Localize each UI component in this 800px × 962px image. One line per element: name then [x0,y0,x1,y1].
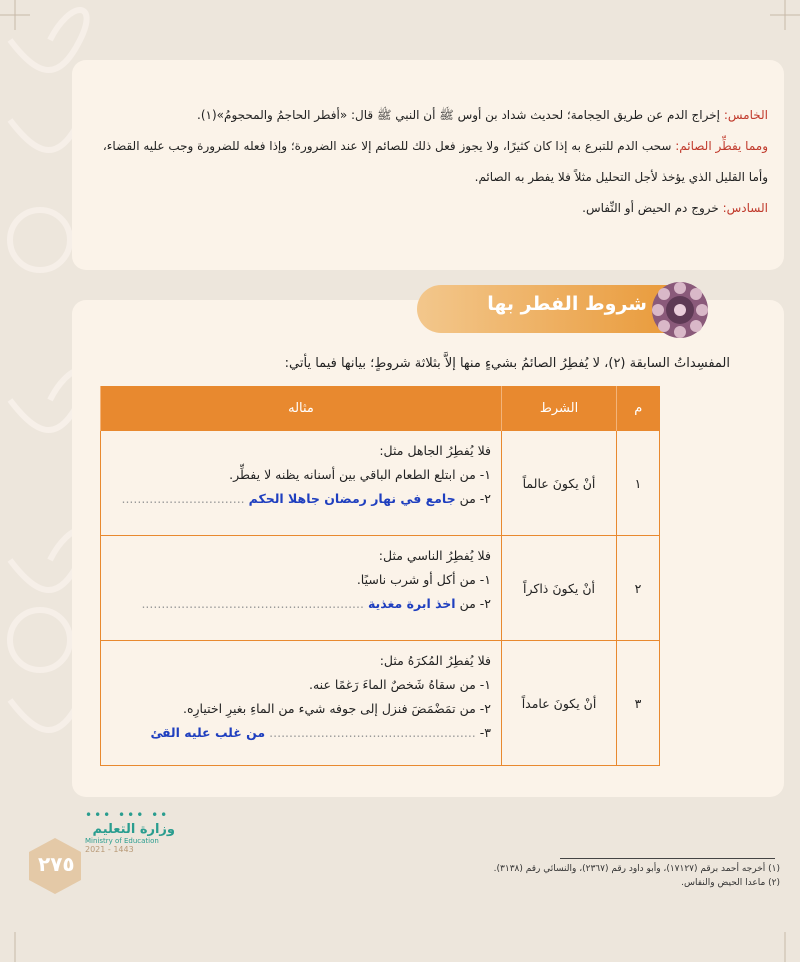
conditions-table [100,386,660,766]
example-line-2 [111,487,491,511]
edition-year: 2021 - 1443 [85,845,134,854]
section-title: شروط الفطر بها [487,293,647,315]
line-prefix: ٣- [479,725,491,740]
example-line-1: ١- من ابتلع الطعام الباقي بين أسنانه يظنه لا يفطِّر. [229,467,491,482]
example-intro: فلا يُفطِرُ المُكرَهُ مثل: [379,653,491,668]
table-header-row [101,386,660,431]
row-num: ١ [617,431,660,536]
sixth-item [88,193,768,224]
dots-graphic: ••• ••• •• [85,808,170,822]
rosette-icon [650,280,710,340]
example-line-1: ١- من أكل أو شرب ناسيًا. [356,572,491,587]
header-num: م [617,386,660,431]
section-banner [417,285,677,333]
example-line-2 [111,592,491,616]
row-example [101,431,502,536]
footnotes [380,862,780,890]
example-intro: فلا يُفطِرُ الناسي مثل: [378,548,491,563]
example-intro: فلا يُفطِرُ الجاهل مثل: [379,443,491,458]
table-row [101,536,660,641]
sixth-label: السادس: [722,201,768,215]
footnote-divider [560,858,775,859]
blood-donation-item [88,131,768,193]
example-line-1: ١- من سقاهُ شَخصٌ الماءَ رَغمًا عنه. [309,677,491,692]
fifth-item [88,100,768,131]
footnote-2: (٢) ماعدا الحيض والنفاس. [681,878,780,888]
row-condition: أنْ يكونَ عامداً [502,641,617,766]
header-condition: الشرط [502,386,617,431]
answer-dots: ............................... [121,491,245,506]
student-answer: جامع في نهار رمضان جاهلا الحكم [248,491,456,506]
intro-text: المفسِداتُ السابقة (٢)، لا يُفطِرُ الصائمُ بشيءٍ منها إلاَّ بثلاثة شروطٍ؛ بيانها فيما يأتي: [284,356,730,371]
table-row [101,641,660,766]
ministry-logo [85,808,175,854]
line-prefix: ٢- من [459,491,491,506]
table-row [101,431,660,536]
top-text-block [88,100,768,224]
blood-text: سحب الدم للتبرع به إذا كان كثيرًا، ولا يجوز فعل ذلك للصائم إلا عند الضرورة؛ وإذا فعله للضرورة وجب عليه القضاء، وأما القليل الذي يؤخذ لأجل التحليل مثلاً فلا يفطر به الصائم. [102,139,768,184]
example-line-2: ٢- من تمَضْمَضَ فنزل إلى جوفه شيء من الماءِ بغيرِ اختيارِه. [182,701,491,716]
student-answer: من غلب عليه القئ [150,725,266,740]
answer-dots: ........................................................ [141,596,364,611]
example-line-3 [111,721,491,745]
row-example [101,641,502,766]
blood-label: ومما يفطِّر الصائم: [675,139,768,153]
line-prefix: ٢- من [459,596,491,611]
row-num: ٢ [617,536,660,641]
row-example [101,536,502,641]
row-condition: أنْ يكونَ ذاكراً [502,536,617,641]
fifth-text: إخراج الدم عن طريق الحِجامة؛ لحديث شداد بن أوس ﷺ أن النبي ﷺ قال: «أفطر الحاجمُ والمحجومُ»(١). [197,108,720,122]
row-condition: أنْ يكونَ عالماً [502,431,617,536]
answer-dots: .................................................... [269,725,476,740]
page-number: ٢٧٥ [38,852,75,876]
sixth-text: خروج دم الحيض أو النِّفاس. [582,201,719,215]
footnote-1: (١) أخرجه أحمد برقم (١٧١٢٧)، وأبو داود رقم (٢٣٦٧)، والنسائي رقم (٣١٣٨). [493,864,780,874]
student-answer: اخذ ابرة مغذية [367,596,456,611]
row-num: ٣ [617,641,660,766]
fifth-label: الخامس: [723,108,768,122]
ministry-name-en: Ministry of Education [85,837,159,845]
ministry-name-ar: وزارة التعليم [92,822,175,837]
header-example: مثاله [101,386,502,431]
